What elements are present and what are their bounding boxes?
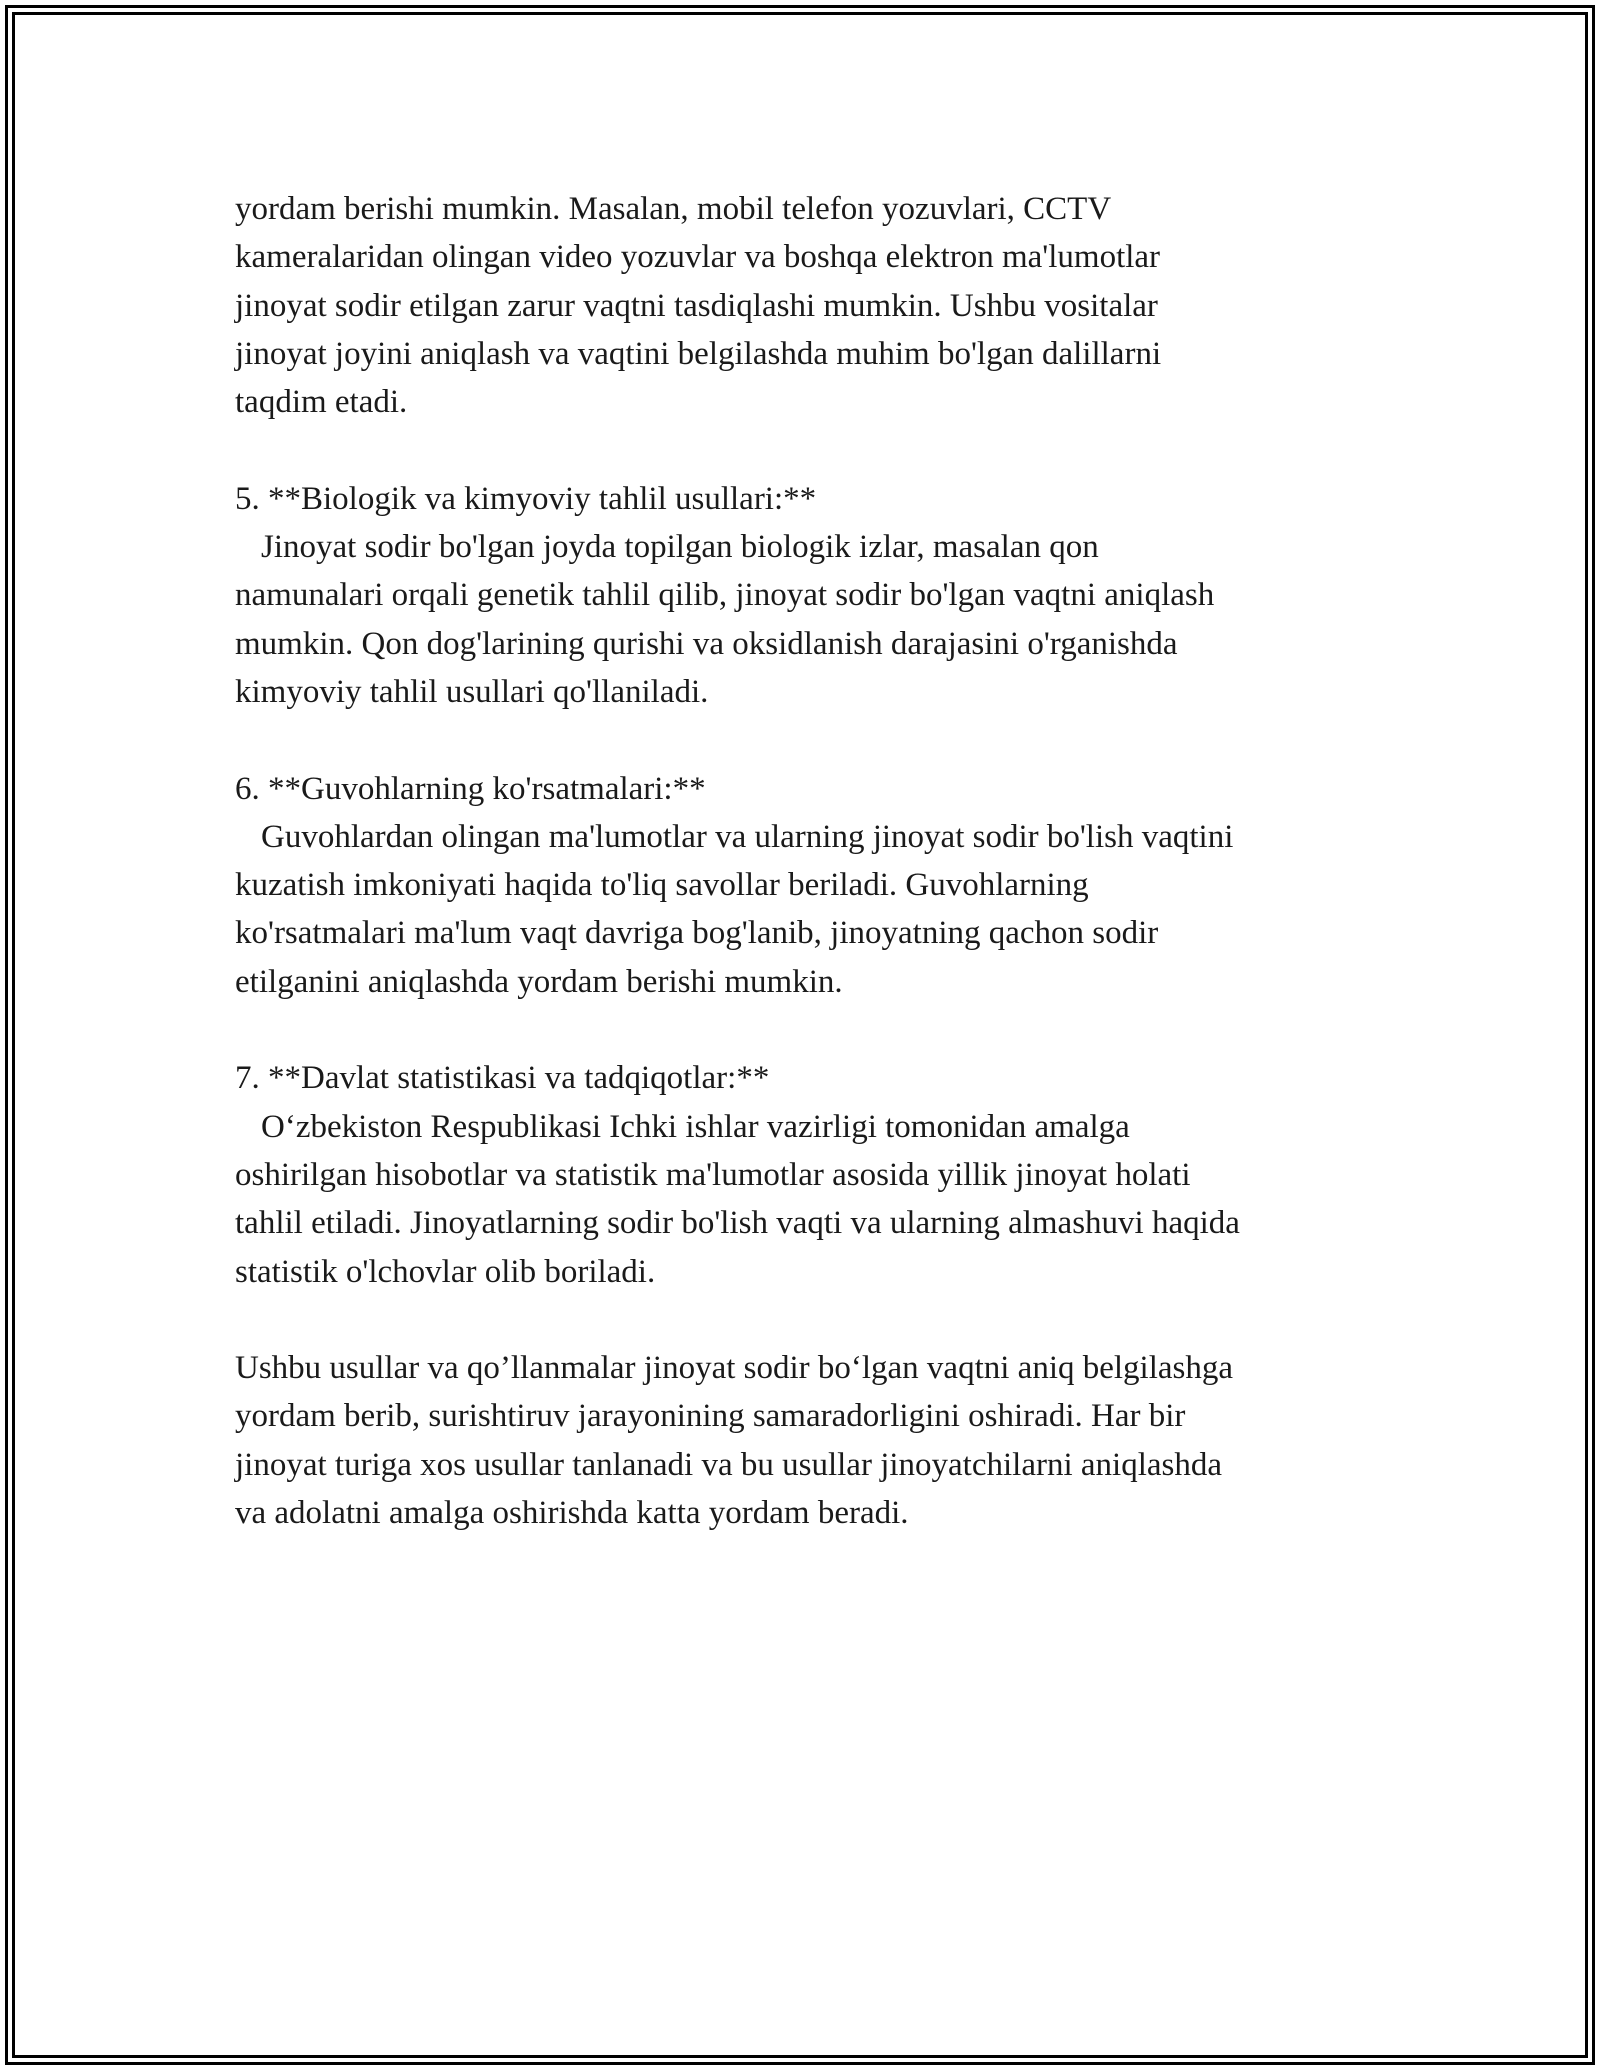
section-5	[235, 475, 1375, 716]
section-6	[235, 765, 1375, 1006]
text-line: kimyoviy tahlil usullari qo'llaniladi.	[235, 673, 709, 710]
text-line: ko'rsatmalari ma'lum vaqt davriga bog'lanib, jinoyatning qachon sodir	[235, 915, 1159, 952]
section-heading: 5. **Biologik va kimyoviy tahlil usullari:**	[235, 480, 817, 517]
text-line: taqdim etadi.	[235, 384, 408, 421]
text-line: jinoyat turiga xos usullar tanlanadi va bu usullar jinoyatchilarni aniqlashda	[235, 1446, 1223, 1483]
text-line: tahlil etiladi. Jinoyatlarning sodir bo'lish vaqti va ularning almashuvi haqida	[235, 1205, 1240, 1242]
text-line: jinoyat joyini aniqlash va vaqtini belgilashda muhim bo'lgan dalillarni	[235, 335, 1162, 372]
text-line: yordam berishi mumkin. Masalan, mobil telefon yozuvlari, CCTV	[235, 191, 1112, 227]
paragraph-gap	[235, 1296, 1375, 1344]
text-line: Ushbu usullar va qo’llanmalar jinoyat sodir boʻlgan vaqtni aniq belgilashga	[235, 1350, 1234, 1387]
section-7	[235, 1054, 1375, 1295]
text-line: oshirilgan hisobotlar va statistik ma'lumotlar asosida yillik jinoyat holati	[235, 1156, 1191, 1193]
section-heading: 6. **Guvohlarning ko'rsatmalari:**	[235, 770, 706, 807]
paragraph-gap	[235, 1006, 1375, 1054]
text-line: kuzatish imkoniyati haqida to'liq savollar beriladi. Guvohlarning	[235, 867, 1089, 904]
text-line: jinoyat sodir etilgan zarur vaqtni tasdiqlashi mumkin. Ushbu vositalar	[235, 287, 1158, 324]
text-line: mumkin. Qon dog'larining qurishi va oksidlanish darajasini o'rganishda	[235, 625, 1178, 662]
text-line: namunalari orqali genetik tahlil qilib, jinoyat sodir bo'lgan vaqtni aniqlash	[235, 577, 1215, 614]
paragraph-gap	[235, 716, 1375, 764]
text-line: Oʻzbekiston Respublikasi Ichki ishlar vazirligi tomonidan amalga	[261, 1108, 1130, 1145]
text-line: yordam berib, surishtiruv jarayonining samaradorligini oshiradi. Har bir	[235, 1398, 1186, 1435]
intro-paragraph	[235, 185, 1375, 426]
text-line: kameralaridan olingan video yozuvlar va boshqa elektron ma'lumotlar	[235, 239, 1161, 276]
text-line: Guvohlardan olingan ma'lumotlar va ularning jinoyat sodir bo'lish vaqtini	[261, 818, 1234, 855]
paragraph-gap	[235, 426, 1375, 474]
document-body	[235, 185, 1375, 1537]
section-heading: 7. **Davlat statistikasi va tadqiqotlar:**	[235, 1060, 770, 1097]
text-line: va adolatni amalga oshirishda katta yordam beradi.	[235, 1495, 909, 1532]
text-line: Jinoyat sodir bo'lgan joyda topilgan biologik izlar, masalan qon	[261, 529, 1099, 566]
text-line: etilganini aniqlashda yordam berishi mumkin.	[235, 963, 843, 1000]
text-line: statistik o'lchovlar olib boriladi.	[235, 1253, 656, 1290]
conclusion-paragraph	[235, 1344, 1375, 1537]
